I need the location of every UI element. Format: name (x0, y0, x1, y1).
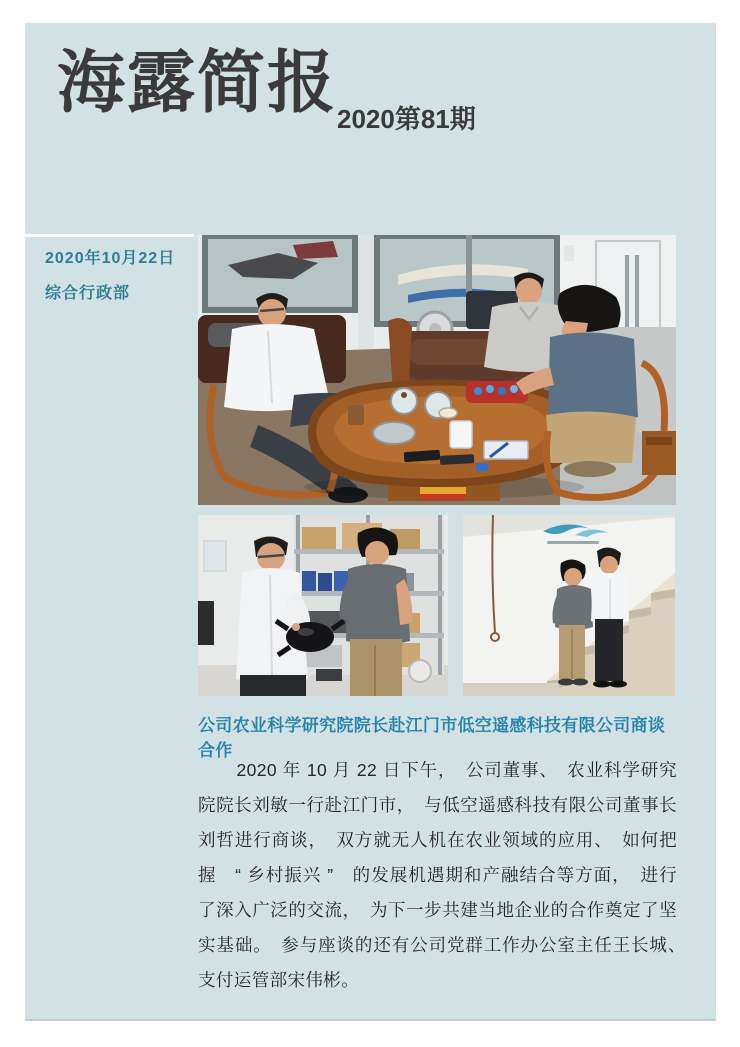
publish-date: 2020年10月22日 (45, 250, 176, 267)
newsletter-title: 海露简报 (57, 45, 338, 121)
newsletter-paper (25, 23, 716, 1021)
article-body: 2020 年 10 月 22 日下午， 公司董事、 农业科学研究院院长刘敏一行赴江门市， 与低空遥感科技有限公司董事长刘哲进行商谈， 双方就无人机在农业领域的应用、 如何把握 “ 乡村振兴 ” 的发展机遇期和产融结合等方面， 进行了深入广泛的交流， 为下一步共建当地企业的合作奠定了坚实基础。 参与座谈的还有公司党群工作办公室主任王长城、 支付运管部宋伟彬。 (198, 760, 695, 990)
section-divider-line (25, 234, 194, 237)
wall-pillar (358, 235, 374, 355)
department-name: 综合行政部 (45, 285, 131, 302)
side-table-right (642, 431, 676, 475)
tea-table (304, 379, 584, 501)
article-headline: 公司农业科学研究院院长赴江门市低空遥感科技有限公司商谈合作 (198, 716, 666, 760)
staircase-photo (463, 515, 675, 696)
issue-number: 2020第81期 (337, 104, 476, 134)
main-photo (198, 235, 676, 505)
stair-floor (463, 683, 559, 696)
workshop-photo (198, 515, 448, 696)
